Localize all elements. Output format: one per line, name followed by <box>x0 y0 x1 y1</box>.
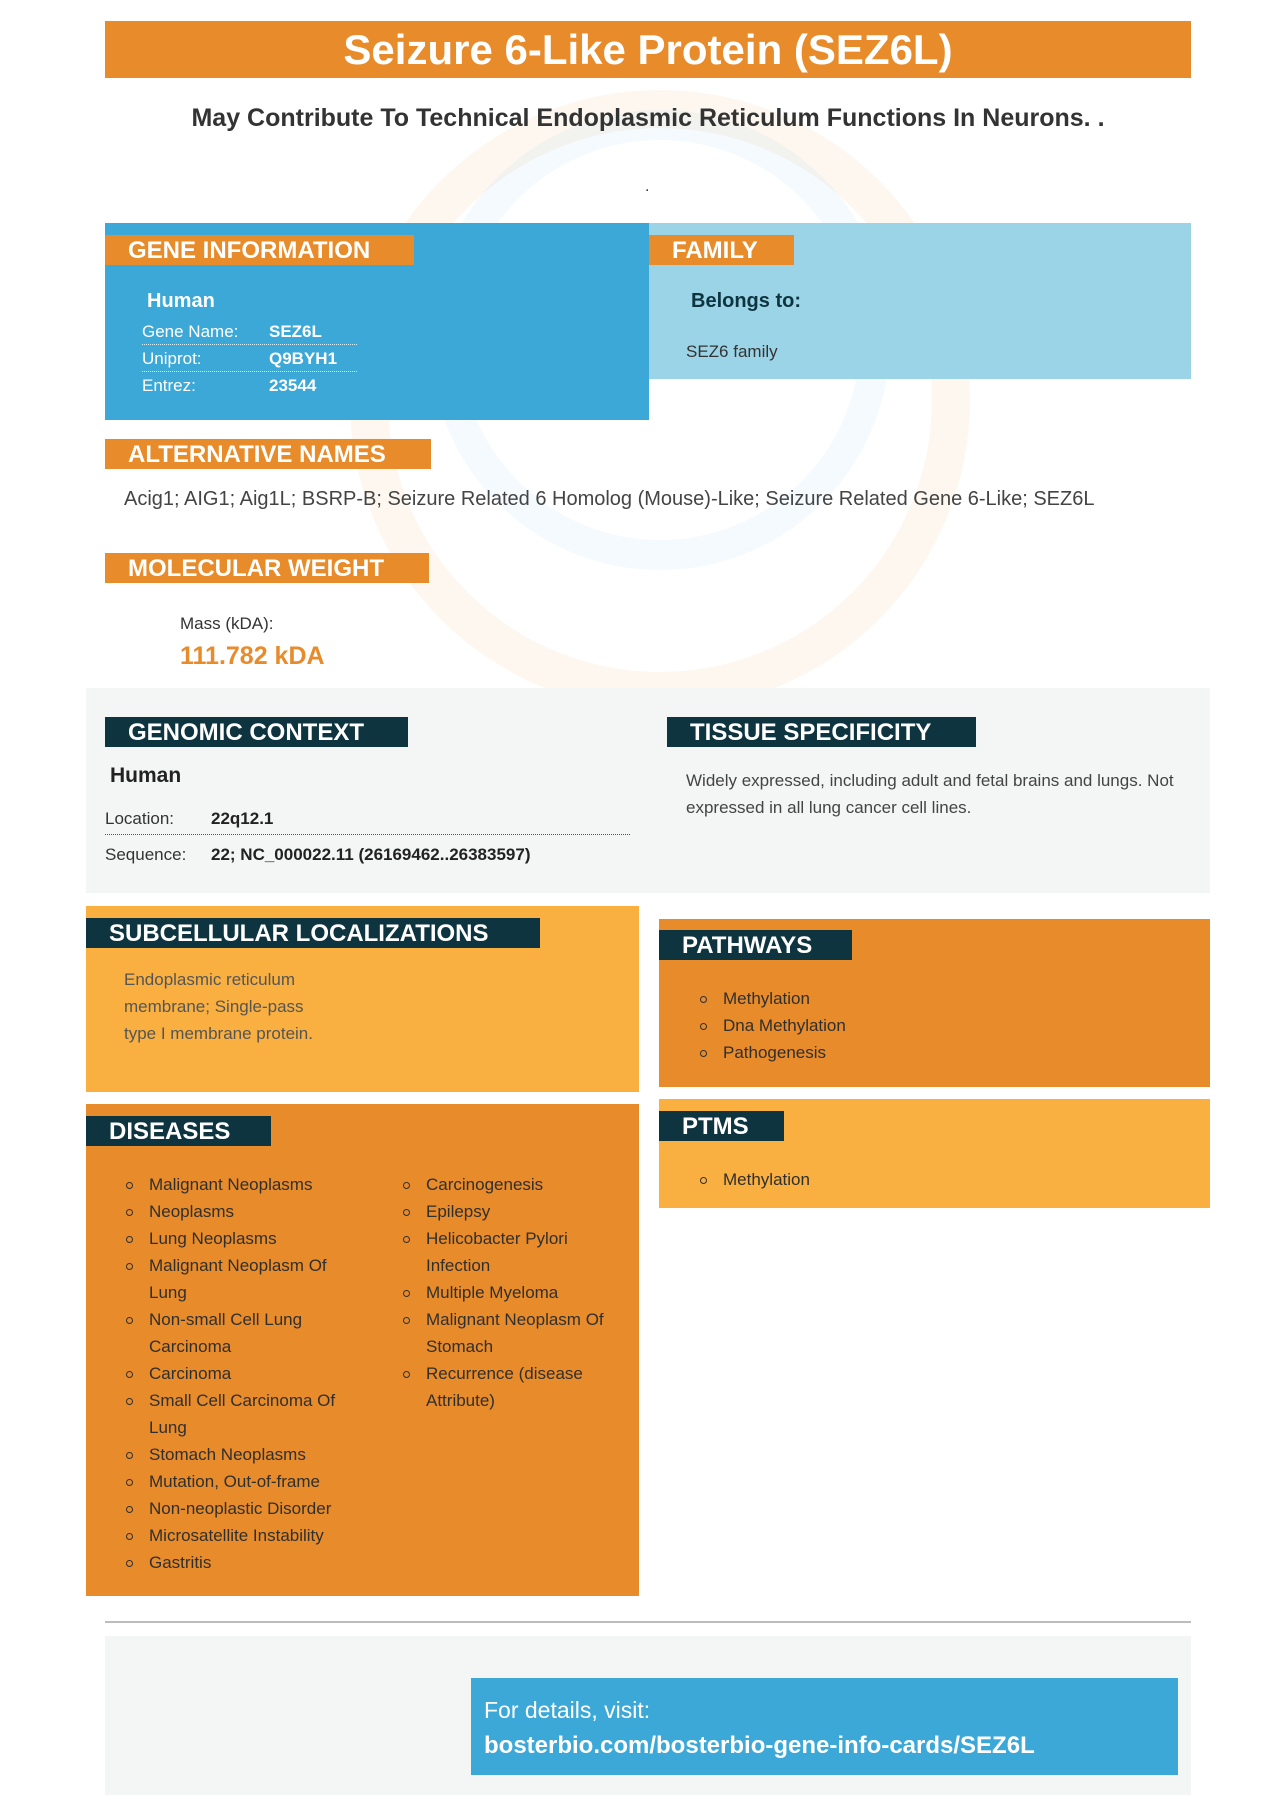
page-title: Seizure 6-Like Protein (SEZ6L) <box>105 21 1191 78</box>
alternative-names-heading: ALTERNATIVE NAMES <box>105 439 431 469</box>
entrez-label: Entrez: <box>142 376 196 395</box>
mass-value: 111.782 kDA <box>180 642 325 670</box>
list-item: Malignant Neoplasms <box>124 1171 364 1198</box>
sequence-row <box>105 836 630 871</box>
list-item: Pathogenesis <box>698 1039 846 1066</box>
list-item: Neoplasms <box>124 1198 364 1225</box>
family-value: SEZ6 family <box>686 342 778 361</box>
page-subtitle: May Contribute To Technical Endoplasmic Reticulum Functions In Neurons. . <box>191 104 1105 132</box>
gene-information-heading: GENE INFORMATION <box>105 235 414 265</box>
molecular-weight-heading: MOLECULAR WEIGHT <box>105 553 429 583</box>
list-item: Methylation <box>698 1166 810 1193</box>
genomic-species: Human <box>110 764 182 787</box>
list-item: Carcinoma <box>124 1360 364 1387</box>
diseases-list-column2 <box>401 1171 626 1414</box>
list-item: Recurrence (disease Attribute) <box>401 1360 626 1414</box>
details-link-box[interactable] <box>471 1678 1178 1775</box>
list-item: Lung Neoplasms <box>124 1225 364 1252</box>
gene-name-label: Gene Name: <box>142 322 239 341</box>
ptms-heading: PTMS <box>659 1111 784 1141</box>
list-item: Non-small Cell Lung Carcinoma <box>124 1306 364 1360</box>
entrez-row <box>142 372 357 399</box>
belongs-to-label: Belongs to: <box>691 290 801 312</box>
list-item: Non-neoplastic Disorder <box>124 1495 364 1522</box>
gene-name-value: SEZ6L <box>269 322 322 341</box>
subcellular-heading: SUBCELLULAR LOCALIZATIONS <box>86 918 540 948</box>
ptms-list <box>698 1166 810 1193</box>
gene-species: Human <box>147 290 215 312</box>
uniprot-row <box>142 345 357 372</box>
list-item: Helicobacter Pylori Infection <box>401 1225 626 1279</box>
diseases-list-column1 <box>124 1171 364 1576</box>
list-item: Carcinogenesis <box>401 1171 626 1198</box>
pathways-list <box>698 985 846 1066</box>
list-item: Dna Methylation <box>698 1012 846 1039</box>
family-heading: FAMILY <box>649 235 794 265</box>
list-item: Mutation, Out-of-frame <box>124 1468 364 1495</box>
footer-divider <box>105 1621 1191 1623</box>
details-label: For details, visit: <box>484 1697 651 1723</box>
sequence-label: Sequence: <box>105 845 187 864</box>
dot-text: . <box>645 178 650 195</box>
list-item: Methylation <box>698 985 846 1012</box>
subcellular-text: Endoplasmic reticulum membrane; Single-pass type I membrane protein. <box>124 970 313 1043</box>
location-label: Location: <box>105 809 174 828</box>
tissue-specificity-heading: TISSUE SPECIFICITY <box>667 717 976 747</box>
list-item: Malignant Neoplasm Of Stomach <box>401 1306 626 1360</box>
tissue-specificity-text: Widely expressed, including adult and fetal brains and lungs. Not expressed in all lung cancer cell lines. <box>686 771 1174 817</box>
alternative-names-text: Acig1; AIG1; Aig1L; BSRP-B; Seizure Related 6 Homolog (Mouse)-Like; Seizure Related Gene 6-Like; SEZ6L <box>124 488 1095 510</box>
pathways-heading: PATHWAYS <box>659 930 852 960</box>
mass-label: Mass (kDA): <box>180 614 274 633</box>
list-item: Malignant Neoplasm Of Lung <box>124 1252 364 1306</box>
sequence-value: 22; NC_000022.11 (26169462..26383597) <box>211 845 531 864</box>
list-item: Stomach Neoplasms <box>124 1441 364 1468</box>
list-item: Epilepsy <box>401 1198 626 1225</box>
diseases-heading: DISEASES <box>86 1116 271 1146</box>
list-item: Small Cell Carcinoma Of Lung <box>124 1387 364 1441</box>
details-link[interactable]: bosterbio.com/bosterbio-gene-info-cards/SEZ6L <box>484 1732 1035 1759</box>
uniprot-label: Uniprot: <box>142 349 202 368</box>
list-item: Gastritis <box>124 1549 364 1576</box>
list-item: Multiple Myeloma <box>401 1279 626 1306</box>
location-row <box>105 800 630 835</box>
entrez-value: 23544 <box>269 376 317 395</box>
genomic-context-heading: GENOMIC CONTEXT <box>105 717 408 747</box>
location-value: 22q12.1 <box>211 809 274 828</box>
uniprot-value: Q9BYH1 <box>269 349 338 368</box>
gene-name-row <box>142 318 357 345</box>
list-item: Microsatellite Instability <box>124 1522 364 1549</box>
